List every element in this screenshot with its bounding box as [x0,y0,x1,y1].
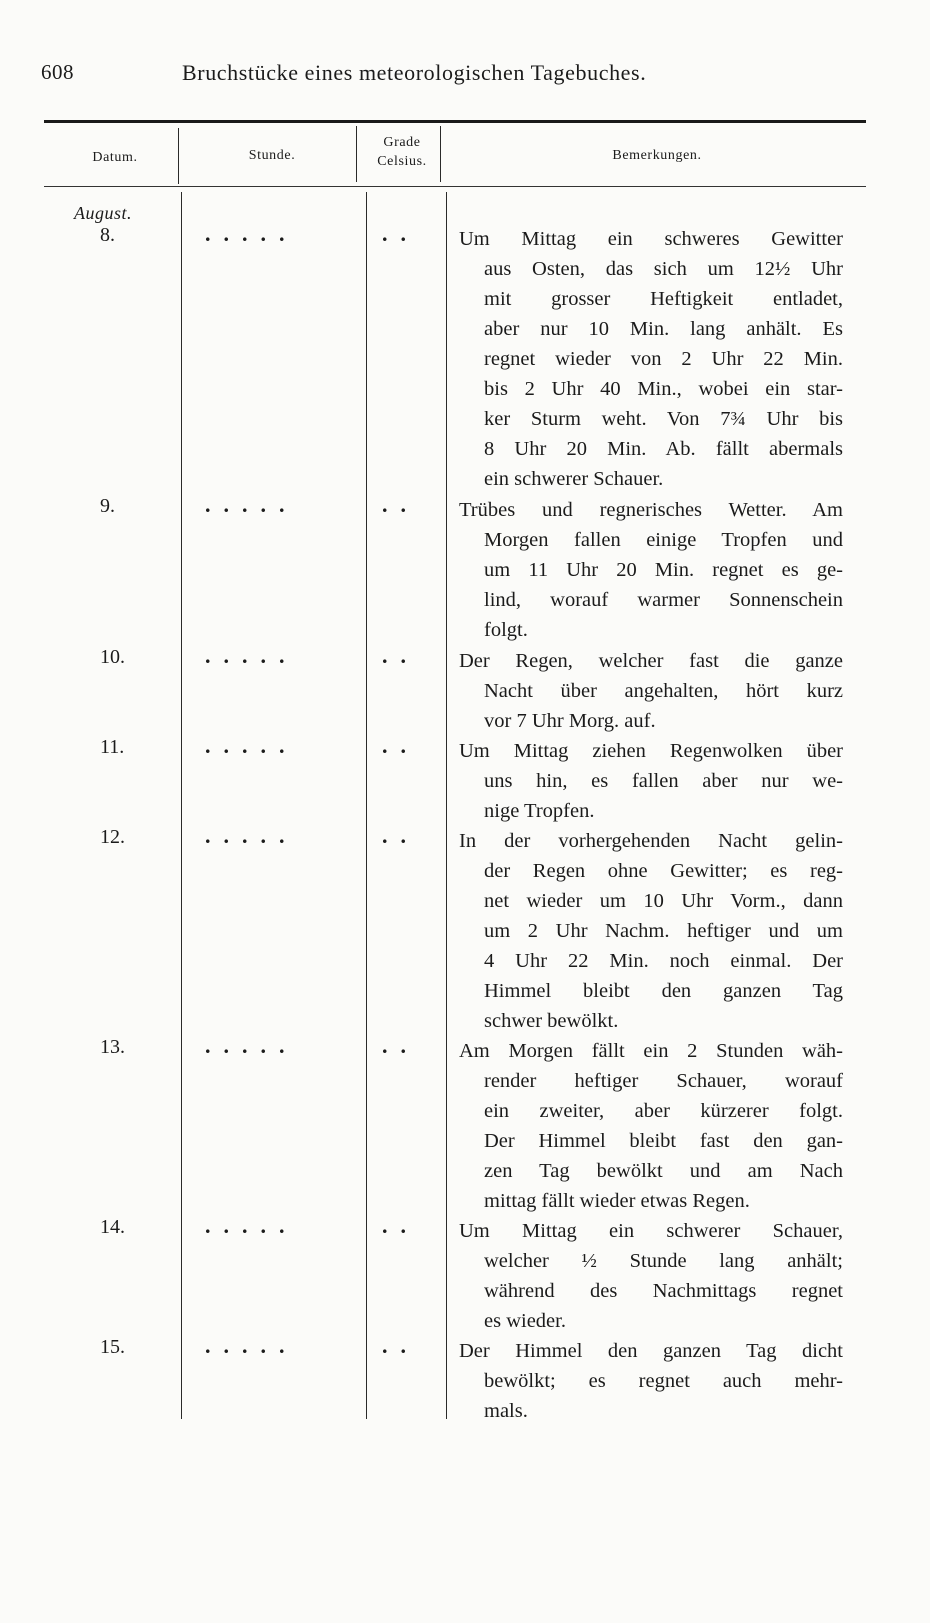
remark-line: es wieder. [484,1310,566,1332]
remark-line: schwer bewölkt. [484,1010,619,1032]
remark-line: render heftiger Schauer, worauf [484,1070,843,1092]
entry-date: 12. [100,826,125,848]
grade-dots: .. [382,1333,419,1358]
remark-line: folgt. [484,619,528,641]
remark-line: regnet wieder von 2 Uhr 22 Min. [484,348,843,370]
remark-line: Trübes und regnerisches Wetter. Am [459,499,843,521]
remark-line: welcher ½ Stunde lang anhält; [484,1250,843,1272]
column-rule-datum-stunde-body [181,192,182,1419]
remark-line: lind, worauf warmer Sonnenschein [484,589,843,611]
grade-dots: .. [382,492,419,517]
entry-date: 8. [100,224,115,246]
remark-line: Himmel bleibt den ganzen Tag [484,980,843,1002]
remark-line: zen Tag bewölkt und am Nach [484,1160,843,1182]
stunde-dots: ..... [205,823,298,848]
remark-line: uns hin, es fallen aber nur we- [484,770,843,792]
remark-line: ein zweiter, aber kürzerer folgt. [484,1100,843,1122]
stunde-dots: ..... [205,221,298,246]
stunde-dots: ..... [205,1033,298,1058]
entry-date: 9. [100,495,115,517]
entry-remark [459,736,843,826]
stunde-dots: ..... [205,1333,298,1358]
remark-line: mittag fällt wieder etwas Regen. [484,1190,750,1212]
table-header-rule [44,186,866,187]
remark-line: Nacht über angehalten, hört kurz [484,680,843,702]
remark-line: Der Regen, welcher fast die ganze [459,650,843,672]
remark-line: Um Mittag ein schweres Gewitter [459,228,843,250]
remark-line: mals. [484,1400,528,1422]
entry-date: 13. [100,1036,125,1058]
remark-line: während des Nachmittags regnet [484,1280,843,1302]
column-header-bemerkungen: Bemerkungen. [612,148,702,163]
remark-line: aber nur 10 Min. lang anhält. Es [484,318,843,340]
remark-line: 4 Uhr 22 Min. noch einmal. Der [484,950,843,972]
remark-line: Um Mittag ziehen Regenwolken über [459,740,843,762]
remark-line: Um Mittag ein schwerer Schauer, [459,1220,843,1242]
stunde-dots: ..... [205,492,298,517]
entry-remark [459,495,843,645]
remark-line: ein schwerer Schauer. [484,468,664,490]
remark-line: In der vorhergehenden Nacht gelin- [459,830,843,852]
remark-line: net wieder um 10 Uhr Vorm., dann [484,890,843,912]
grade-dots: .. [382,1213,419,1238]
grade-dots: .. [382,221,419,246]
entry-date: 10. [100,646,125,668]
running-title: Bruchstücke eines meteorologischen Tagebuches. [182,60,647,85]
remark-line: aus Osten, das sich um 12½ Uhr [484,258,843,280]
remark-line: mit grosser Heftigkeit entladet, [484,288,843,310]
remark-line: der Regen ohne Gewitter; es reg- [484,860,843,882]
column-rule-grade-bemerkungen-body [446,192,447,1419]
remark-line: Der Himmel bleibt fast den gan- [484,1130,843,1152]
remark-line: nige Tropfen. [484,800,595,822]
column-rule-stunde-grade-body [366,192,367,1419]
entry-remark [459,1216,843,1336]
column-header-datum: Datum. [92,150,138,165]
page-number: 608 [41,60,74,84]
column-header-grade-line2: Celsius. [377,154,427,169]
remark-line: Der Himmel den ganzen Tag dicht [459,1340,843,1362]
entry-remark [459,646,843,736]
remark-line: bis 2 Uhr 40 Min., wobei ein star- [484,378,843,400]
remark-line: um 2 Uhr Nachm. heftiger und um [484,920,843,942]
table-top-rule [44,120,866,123]
entry-remark [459,224,843,494]
entry-date: 14. [100,1216,125,1238]
column-header-grade-celsius [360,133,444,171]
grade-dots: .. [382,823,419,848]
stunde-dots: ..... [205,733,298,758]
grade-dots: .. [382,643,419,668]
entry-date: 11. [100,736,125,758]
remark-line: ker Sturm weht. Von 7¾ Uhr bis [484,408,843,430]
remark-line: Am Morgen fällt ein 2 Stunden wäh- [459,1040,843,1062]
remark-line: 8 Uhr 20 Min. Ab. fällt abermals [484,438,843,460]
grade-dots: .. [382,1033,419,1058]
running-head [0,56,930,92]
remark-line: bewölkt; es regnet auch mehr- [484,1370,843,1392]
column-header-stunde: Stunde. [248,148,296,163]
entry-remark [459,1336,843,1426]
column-header-grade-line1: Grade [383,135,421,150]
month-label: August. [74,203,133,223]
stunde-dots: ..... [205,643,298,668]
stunde-dots: ..... [205,1213,298,1238]
grade-dots: .. [382,733,419,758]
entry-date: 15. [100,1336,125,1358]
remark-line: Morgen fallen einige Tropfen und [484,529,843,551]
remark-line: vor 7 Uhr Morg. auf. [484,710,656,732]
remark-line: um 11 Uhr 20 Min. regnet es ge- [484,559,843,581]
entry-remark [459,826,843,1036]
entry-remark [459,1036,843,1216]
